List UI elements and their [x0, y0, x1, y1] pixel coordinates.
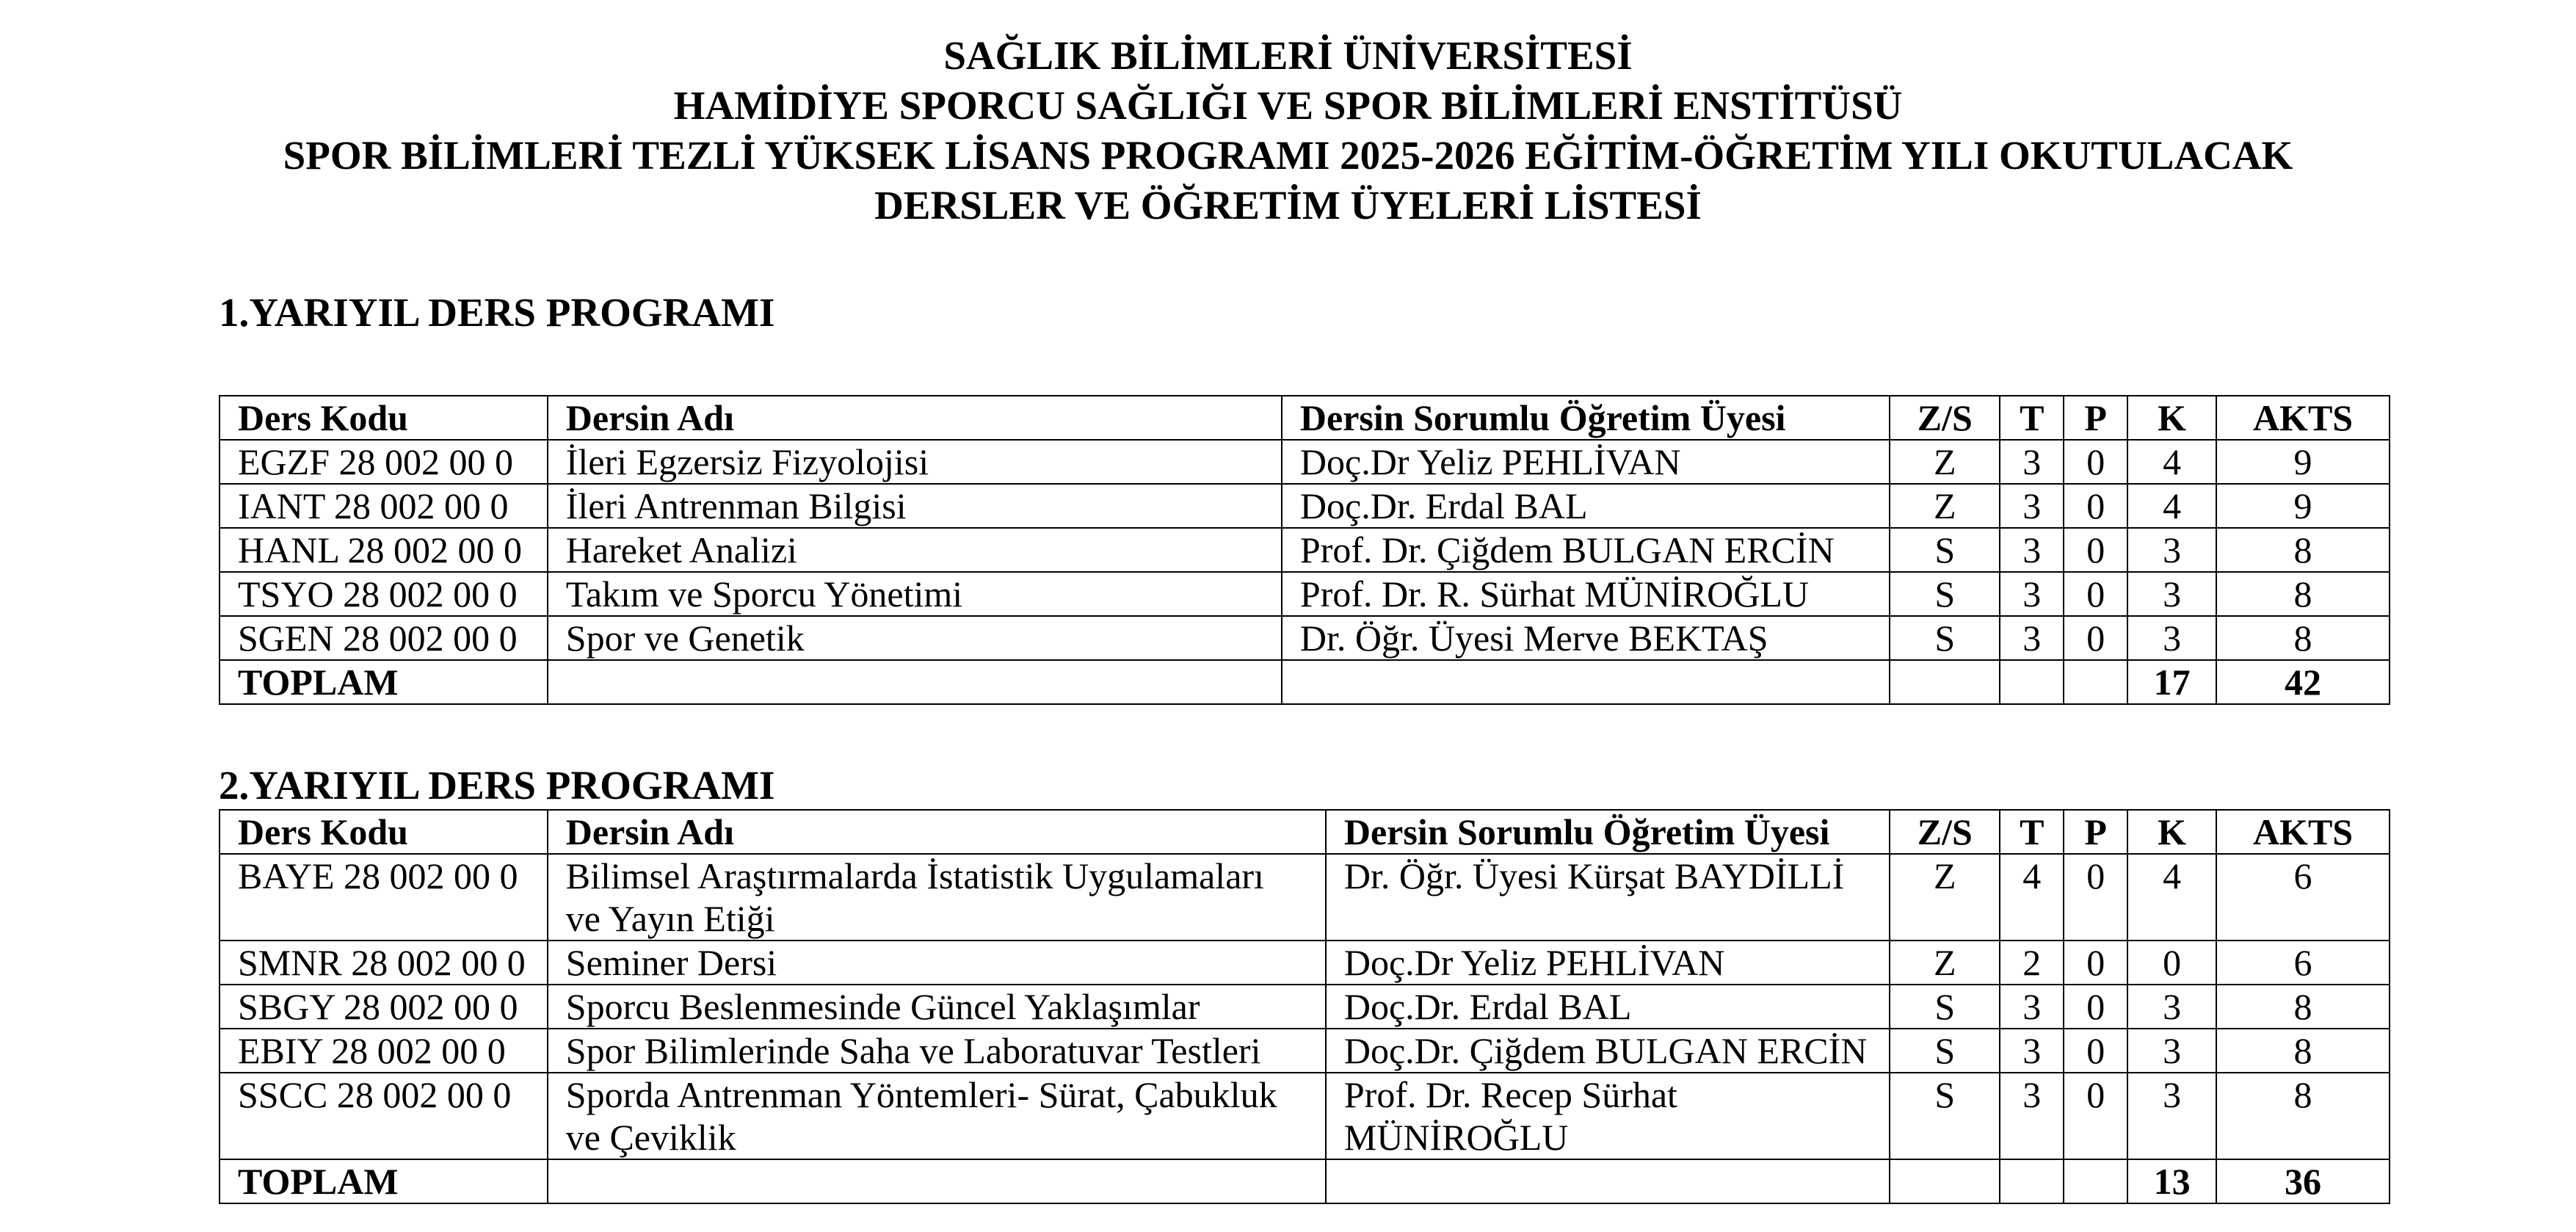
course-code: SSCC 28 002 00 0	[219, 1073, 548, 1159]
course-zs: Z	[1890, 440, 2000, 484]
table-row	[219, 1029, 2390, 1073]
course-instructor: Prof. Dr. Recep Sürhat MÜNİROĞLU	[1326, 1073, 1890, 1159]
course-name: Spor Bilimlerinde Saha ve Laboratuvar Testleri	[548, 1029, 1326, 1073]
course-instructor: Prof. Dr. R. Sürhat MÜNİROĞLU	[1282, 572, 1890, 616]
document-header	[0, 31, 2576, 231]
course-instructor: Dr. Öğr. Üyesi Kürşat BAYDİLLİ	[1326, 854, 1890, 941]
university-name: SAĞLIK BİLİMLERİ ÜNİVERSİTESİ	[943, 33, 1633, 78]
col-header-zs: Z/S	[1890, 396, 2000, 440]
col-header-code: Ders Kodu	[219, 810, 548, 854]
course-zs: S	[1890, 572, 2000, 616]
course-t: 2	[2000, 941, 2064, 985]
course-t: 3	[2000, 616, 2064, 660]
course-t: 3	[2000, 1029, 2064, 1073]
total-k: 17	[2127, 660, 2216, 704]
course-p: 0	[2064, 484, 2127, 528]
col-header-k: K	[2127, 396, 2216, 440]
table-row	[219, 985, 2390, 1029]
col-header-code: Ders Kodu	[219, 396, 548, 440]
course-k: 3	[2127, 1029, 2216, 1073]
empty-cell	[1890, 1159, 2000, 1203]
course-k: 3	[2127, 572, 2216, 616]
table-row	[219, 484, 2390, 528]
course-akts: 9	[2216, 484, 2390, 528]
col-header-instructor: Dersin Sorumlu Öğretim Üyesi	[1326, 810, 1890, 854]
course-zs: S	[1890, 1073, 2000, 1159]
course-k: 3	[2127, 616, 2216, 660]
semester-1-title: 1.YARIYIL DERS PROGRAMI	[219, 290, 775, 335]
course-t: 3	[2000, 985, 2064, 1029]
empty-cell	[1890, 660, 2000, 704]
course-name: Bilimsel Araştırmalarda İstatistik Uygulamaları ve Yayın Etiği	[548, 854, 1326, 941]
course-t: 3	[2000, 440, 2064, 484]
course-code: SBGY 28 002 00 0	[219, 985, 548, 1029]
col-header-t: T	[2000, 396, 2064, 440]
empty-cell	[2064, 1159, 2127, 1203]
course-k: 4	[2127, 484, 2216, 528]
total-row	[219, 660, 2390, 704]
empty-cell	[548, 1159, 1326, 1203]
semester-1-table	[219, 395, 2390, 705]
col-header-t: T	[2000, 810, 2064, 854]
col-header-p: P	[2064, 396, 2127, 440]
course-akts: 8	[2216, 1029, 2390, 1073]
course-t: 3	[2000, 528, 2064, 572]
course-zs: Z	[1890, 484, 2000, 528]
col-header-instructor: Dersin Sorumlu Öğretim Üyesi	[1282, 396, 1890, 440]
table-row	[219, 572, 2390, 616]
course-p: 0	[2064, 941, 2127, 985]
empty-cell	[548, 660, 1282, 704]
course-k: 0	[2127, 941, 2216, 985]
institute-name: HAMİDİYE SPORCU SAĞLIĞI VE SPOR BİLİMLERİ ENSTİTÜSÜ	[673, 83, 1903, 128]
course-akts: 8	[2216, 1073, 2390, 1159]
table-row	[219, 1073, 2390, 1159]
table-row	[219, 528, 2390, 572]
course-zs: S	[1890, 528, 2000, 572]
course-p: 0	[2064, 616, 2127, 660]
course-k: 4	[2127, 440, 2216, 484]
course-code: EBIY 28 002 00 0	[219, 1029, 548, 1073]
table-row	[219, 440, 2390, 484]
total-label: TOPLAM	[219, 1159, 548, 1203]
course-t: 3	[2000, 572, 2064, 616]
col-header-zs: Z/S	[1890, 810, 2000, 854]
course-k: 3	[2127, 528, 2216, 572]
course-instructor: Doç.Dr. Erdal BAL	[1326, 985, 1890, 1029]
course-p: 0	[2064, 528, 2127, 572]
col-header-name: Dersin Adı	[548, 810, 1326, 854]
course-zs: Z	[1890, 941, 2000, 985]
col-header-k: K	[2127, 810, 2216, 854]
table-row	[219, 854, 2390, 941]
course-akts: 6	[2216, 854, 2390, 941]
empty-cell	[1282, 660, 1890, 704]
course-zs: S	[1890, 985, 2000, 1029]
course-p: 0	[2064, 572, 2127, 616]
course-akts: 8	[2216, 572, 2390, 616]
course-k: 3	[2127, 985, 2216, 1029]
course-instructor: Dr. Öğr. Üyesi Merve BEKTAŞ	[1282, 616, 1890, 660]
total-label: TOPLAM	[219, 660, 548, 704]
course-akts: 8	[2216, 528, 2390, 572]
course-akts: 6	[2216, 941, 2390, 985]
course-zs: Z	[1890, 854, 2000, 941]
program-title: SPOR BİLİMLERİ TEZLİ YÜKSEK LİSANS PROGRAMI 2025-2026 EĞİTİM-ÖĞRETİM YILI OKUTULACAK	[283, 133, 2293, 178]
course-instructor: Doç.Dr Yeliz PEHLİVAN	[1326, 941, 1890, 985]
course-name: Spor ve Genetik	[548, 616, 1282, 660]
table-header-row	[219, 396, 2390, 440]
course-akts: 8	[2216, 616, 2390, 660]
course-p: 0	[2064, 1073, 2127, 1159]
empty-cell	[2064, 660, 2127, 704]
course-code: HANL 28 002 00 0	[219, 528, 548, 572]
total-akts: 36	[2216, 1159, 2390, 1203]
col-header-akts: AKTS	[2216, 396, 2390, 440]
empty-cell	[2000, 1159, 2064, 1203]
course-name: Sporcu Beslenmesinde Güncel Yaklaşımlar	[548, 985, 1326, 1029]
course-code: BAYE 28 002 00 0	[219, 854, 548, 941]
course-t: 4	[2000, 854, 2064, 941]
course-akts: 9	[2216, 440, 2390, 484]
course-p: 0	[2064, 440, 2127, 484]
course-instructor: Prof. Dr. Çiğdem BULGAN ERCİN	[1282, 528, 1890, 572]
course-instructor: Doç.Dr Yeliz PEHLİVAN	[1282, 440, 1890, 484]
course-name: Seminer Dersi	[548, 941, 1326, 985]
table-row	[219, 941, 2390, 985]
course-t: 3	[2000, 1073, 2064, 1159]
table-header-row	[219, 810, 2390, 854]
course-instructor: Doç.Dr. Çiğdem BULGAN ERCİN	[1326, 1029, 1890, 1073]
course-zs: S	[1890, 1029, 2000, 1073]
col-header-p: P	[2064, 810, 2127, 854]
course-code: TSYO 28 002 00 0	[219, 572, 548, 616]
course-code: IANT 28 002 00 0	[219, 484, 548, 528]
course-p: 0	[2064, 854, 2127, 941]
course-code: SMNR 28 002 00 0	[219, 941, 548, 985]
course-akts: 8	[2216, 985, 2390, 1029]
course-instructor: Doç.Dr. Erdal BAL	[1282, 484, 1890, 528]
course-name: İleri Egzersiz Fizyolojisi	[548, 440, 1282, 484]
list-title: DERSLER VE ÖĞRETİM ÜYELERİ LİSTESİ	[874, 183, 1702, 228]
semester-2-title: 2.YARIYIL DERS PROGRAMI	[219, 763, 775, 808]
course-p: 0	[2064, 1029, 2127, 1073]
course-p: 0	[2064, 985, 2127, 1029]
course-k: 4	[2127, 854, 2216, 941]
total-row	[219, 1159, 2390, 1203]
empty-cell	[2000, 660, 2064, 704]
course-name: Takım ve Sporcu Yönetimi	[548, 572, 1282, 616]
course-name: Hareket Analizi	[548, 528, 1282, 572]
total-akts: 42	[2216, 660, 2390, 704]
course-k: 3	[2127, 1073, 2216, 1159]
col-header-akts: AKTS	[2216, 810, 2390, 854]
course-name: Sporda Antrenman Yöntemleri- Sürat, Çabukluk ve Çeviklik	[548, 1073, 1326, 1159]
table-row	[219, 616, 2390, 660]
empty-cell	[1326, 1159, 1890, 1203]
course-code: EGZF 28 002 00 0	[219, 440, 548, 484]
semester-2-table	[219, 809, 2390, 1204]
col-header-name: Dersin Adı	[548, 396, 1282, 440]
course-code: SGEN 28 002 00 0	[219, 616, 548, 660]
total-k: 13	[2127, 1159, 2216, 1203]
course-zs: S	[1890, 616, 2000, 660]
course-t: 3	[2000, 484, 2064, 528]
course-name: İleri Antrenman Bilgisi	[548, 484, 1282, 528]
